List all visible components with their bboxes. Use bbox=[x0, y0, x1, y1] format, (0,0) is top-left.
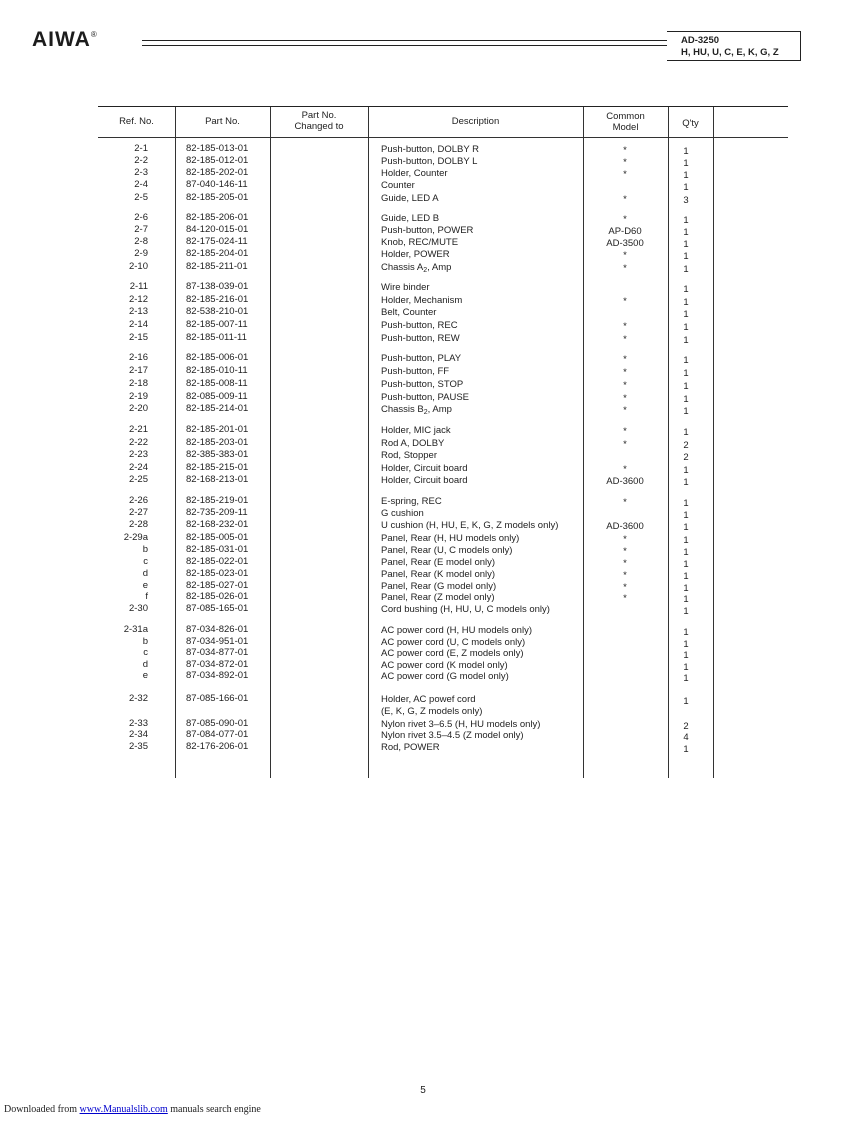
quantity: 1 bbox=[683, 227, 689, 238]
common-model: * bbox=[623, 426, 627, 437]
part-number: 87-085-090-01 bbox=[186, 718, 249, 729]
part-description: AC power cord (U, C models only) bbox=[381, 637, 526, 648]
ref-number: 2-26 bbox=[128, 495, 148, 506]
part-description: Nylon rivet 3.5–4.5 (Z model only) bbox=[381, 730, 524, 741]
ref-number: 2-10 bbox=[128, 261, 148, 272]
quantity: 1 bbox=[683, 170, 689, 181]
ref-number: 2-22 bbox=[128, 437, 148, 448]
quantity: 1 bbox=[683, 535, 689, 546]
ref-number: 2-2 bbox=[134, 155, 148, 166]
quantity: 2 bbox=[683, 452, 689, 463]
ref-number: 2-3 bbox=[134, 167, 148, 178]
ref-number: 2-18 bbox=[128, 378, 148, 389]
ref-number: 2-1 bbox=[134, 143, 148, 154]
part-description: (E, K, G, Z models only) bbox=[381, 706, 483, 717]
part-description: Holder, Circuit board bbox=[381, 475, 468, 486]
part-number: 82-185-027-01 bbox=[186, 580, 249, 591]
part-description: Belt, Counter bbox=[381, 307, 437, 318]
quantity: 1 bbox=[683, 335, 689, 346]
part-number: 82-185-203-01 bbox=[186, 437, 249, 448]
part-number: 82-185-011-11 bbox=[186, 332, 247, 343]
quantity: 1 bbox=[683, 427, 689, 438]
quantity: 1 bbox=[683, 381, 689, 392]
common-model: * bbox=[623, 263, 627, 274]
common-model: * bbox=[623, 354, 627, 365]
ref-number: 2-34 bbox=[128, 729, 148, 740]
part-number: 82-538-210-01 bbox=[186, 306, 249, 317]
common-model: * bbox=[623, 334, 627, 345]
ref-number: 2-27 bbox=[128, 507, 148, 518]
quantity: 1 bbox=[683, 650, 689, 661]
part-description: Panel, Rear (E model only) bbox=[381, 557, 496, 568]
part-number: 82-385-383-01 bbox=[186, 449, 249, 460]
part-number: 87-084-077-01 bbox=[186, 729, 249, 740]
part-number: 82-185-026-01 bbox=[186, 591, 249, 602]
part-description: AC power cord (G model only) bbox=[381, 671, 509, 682]
part-number: 82-185-204-01 bbox=[186, 248, 249, 259]
quantity: 1 bbox=[683, 158, 689, 169]
part-number: 82-185-031-01 bbox=[186, 544, 249, 555]
common-model: * bbox=[623, 546, 627, 557]
column-header-common: Common Model bbox=[606, 111, 645, 133]
quantity: 1 bbox=[683, 498, 689, 509]
quantity: 1 bbox=[683, 146, 689, 157]
part-description: Cord bushing (H, HU, U, C models only) bbox=[381, 604, 550, 615]
part-number: 82-735-209-11 bbox=[186, 507, 248, 518]
common-model: * bbox=[623, 380, 627, 391]
manualslib-link[interactable]: www.Manualslib.com bbox=[79, 1104, 168, 1115]
quantity: 1 bbox=[683, 571, 689, 582]
page-number: 5 bbox=[420, 1085, 426, 1096]
ref-number: b bbox=[142, 544, 148, 555]
quantity: 1 bbox=[683, 182, 689, 193]
part-number: 82-185-206-01 bbox=[186, 212, 249, 223]
ref-number: 2-13 bbox=[128, 306, 148, 317]
ref-number: 2-5 bbox=[134, 192, 148, 203]
ref-number: c bbox=[143, 647, 148, 658]
common-model: * bbox=[623, 439, 627, 450]
common-model: AP-D60 bbox=[608, 226, 642, 237]
quantity: 1 bbox=[683, 627, 689, 638]
part-description: Rod A, DOLBY bbox=[381, 438, 445, 449]
part-number: 82-185-013-01 bbox=[186, 143, 249, 154]
part-number: 82-185-006-01 bbox=[186, 352, 249, 363]
ref-number: 2-24 bbox=[128, 462, 148, 473]
ref-number: 2-4 bbox=[134, 179, 148, 190]
part-description: Push-button, REC bbox=[381, 320, 458, 331]
part-number: 82-185-215-01 bbox=[186, 462, 249, 473]
part-number: 87-138-039-01 bbox=[186, 281, 249, 292]
quantity: 1 bbox=[683, 264, 689, 275]
ref-number: 2-33 bbox=[128, 718, 148, 729]
part-number: 82-185-022-01 bbox=[186, 556, 249, 567]
download-footer: Downloaded from www.Manualslib.com manuals search engine bbox=[4, 1104, 261, 1115]
ref-number: 2-15 bbox=[128, 332, 148, 343]
common-model: * bbox=[623, 321, 627, 332]
ref-number: f bbox=[145, 591, 148, 602]
quantity: 2 bbox=[683, 440, 689, 451]
part-description: Panel, Rear (G model only) bbox=[381, 581, 497, 592]
part-number: 82-185-211-01 bbox=[186, 261, 248, 272]
header-rule bbox=[142, 45, 667, 46]
part-description: Chassis $B_2$, Amp bbox=[381, 404, 452, 416]
ref-number: 2-7 bbox=[134, 224, 148, 235]
ref-number: 2-29a bbox=[123, 532, 148, 543]
part-description: Panel, Rear (Z model only) bbox=[381, 592, 495, 603]
column-divider bbox=[368, 107, 369, 778]
part-description: Push-button, DOLBY L bbox=[381, 156, 478, 167]
part-number: 87-034-951-01 bbox=[186, 636, 249, 647]
ref-number: 2-28 bbox=[128, 519, 148, 530]
ref-number: b bbox=[142, 636, 148, 647]
ref-number: 2-23 bbox=[128, 449, 148, 460]
ref-number: 2-16 bbox=[128, 352, 148, 363]
part-description: Guide, LED B bbox=[381, 213, 440, 224]
ref-number: e bbox=[142, 670, 148, 681]
column-divider bbox=[713, 107, 714, 778]
part-number: 82-185-023-01 bbox=[186, 568, 249, 579]
part-number: 82-185-202-01 bbox=[186, 167, 249, 178]
ref-number: e bbox=[142, 580, 148, 591]
quantity: 1 bbox=[683, 309, 689, 320]
part-description: Knob, REC/MUTE bbox=[381, 237, 459, 248]
ref-number: c bbox=[143, 556, 148, 567]
part-description: AC power cord (K model only) bbox=[381, 660, 508, 671]
ref-number: 2-25 bbox=[128, 474, 148, 485]
ref-number: 2-11 bbox=[129, 281, 148, 292]
model-box bbox=[667, 31, 801, 61]
model-variants: H, HU, U, C, E, K, G, Z bbox=[681, 47, 779, 58]
part-description: AC power cord (E, Z models only) bbox=[381, 648, 524, 659]
ref-number: 2-6 bbox=[134, 212, 148, 223]
common-model: * bbox=[623, 367, 627, 378]
part-description: G cushion bbox=[381, 508, 424, 519]
quantity: 1 bbox=[683, 583, 689, 594]
part-description: Push-button, POWER bbox=[381, 225, 474, 236]
part-description: Push-button, PLAY bbox=[381, 353, 462, 364]
part-number: 82-175-024-11 bbox=[186, 236, 248, 247]
quantity: 1 bbox=[683, 559, 689, 570]
part-description: Holder, Circuit board bbox=[381, 463, 468, 474]
quantity: 1 bbox=[683, 510, 689, 521]
part-description: Push-button, REW bbox=[381, 333, 460, 344]
part-description: Rod, Stopper bbox=[381, 450, 437, 461]
common-model: * bbox=[623, 593, 627, 604]
part-description: Nylon rivet 3–6.5 (H, HU models only) bbox=[381, 719, 541, 730]
quantity: 1 bbox=[683, 547, 689, 558]
ref-number: 2-32 bbox=[128, 693, 148, 704]
part-number: 82-085-009-11 bbox=[186, 391, 248, 402]
part-description: U cushion (H, HU, E, K, G, Z models only) bbox=[381, 520, 559, 531]
common-model: AD-3600 bbox=[606, 521, 644, 532]
part-number: 84-120-015-01 bbox=[186, 224, 249, 235]
ref-number: 2-17 bbox=[128, 365, 148, 376]
ref-number: 2-9 bbox=[134, 248, 148, 259]
column-divider bbox=[668, 107, 669, 778]
common-model: * bbox=[623, 250, 627, 261]
quantity: 1 bbox=[683, 477, 689, 488]
common-model: AD-3500 bbox=[606, 238, 644, 249]
part-description: Panel, Rear (U, C models only) bbox=[381, 545, 513, 556]
common-model: * bbox=[623, 296, 627, 307]
part-description: Push-button, STOP bbox=[381, 379, 464, 390]
part-description: Wire binder bbox=[381, 282, 430, 293]
model-number: AD-3250 bbox=[681, 35, 720, 46]
common-model: * bbox=[623, 393, 627, 404]
part-description: Holder, POWER bbox=[381, 249, 450, 260]
common-model: * bbox=[623, 169, 627, 180]
common-model: * bbox=[623, 558, 627, 569]
ref-number: 2-31a bbox=[123, 624, 148, 635]
ref-number: 2-19 bbox=[128, 391, 148, 402]
quantity: 1 bbox=[683, 355, 689, 366]
ref-number: 2-30 bbox=[128, 603, 148, 614]
column-header-changed: Part No. Changed to bbox=[294, 110, 344, 132]
part-description: Panel, Rear (K model only) bbox=[381, 569, 496, 580]
part-number: 82-185-008-11 bbox=[186, 378, 248, 389]
part-number: 82-185-219-01 bbox=[186, 495, 249, 506]
part-description: Push-button, PAUSE bbox=[381, 392, 470, 403]
part-number: 87-034-826-01 bbox=[186, 624, 249, 635]
quantity: 3 bbox=[683, 195, 689, 206]
part-number: 87-040-146-11 bbox=[186, 179, 248, 190]
part-description: Panel, Rear (H, HU models only) bbox=[381, 533, 520, 544]
header-rule bbox=[142, 40, 667, 41]
part-number: 82-168-232-01 bbox=[186, 519, 249, 530]
quantity: 4 bbox=[683, 732, 689, 743]
part-description: Chassis $A_2$, Amp bbox=[381, 262, 452, 274]
part-number: 87-034-877-01 bbox=[186, 647, 249, 658]
quantity: 1 bbox=[683, 368, 689, 379]
part-number: 82-185-214-01 bbox=[186, 403, 249, 414]
quantity: 1 bbox=[683, 522, 689, 533]
part-number: 82-185-012-01 bbox=[186, 155, 249, 166]
part-number: 82-176-206-01 bbox=[186, 741, 249, 752]
ref-number: 2-20 bbox=[128, 403, 148, 414]
common-model: AD-3600 bbox=[606, 476, 644, 487]
common-model: * bbox=[623, 214, 627, 225]
part-description: Push-button, FF bbox=[381, 366, 450, 377]
quantity: 1 bbox=[683, 662, 689, 673]
part-description: Holder, Mechanism bbox=[381, 295, 463, 306]
quantity: 1 bbox=[683, 744, 689, 755]
part-number: 82-185-205-01 bbox=[186, 192, 249, 203]
column-header-qty: Q'ty bbox=[682, 118, 699, 129]
column-header-ref: Ref. No. bbox=[119, 116, 154, 127]
quantity: 1 bbox=[683, 673, 689, 684]
column-header-desc: Description bbox=[451, 116, 500, 127]
quantity: 1 bbox=[683, 284, 689, 295]
part-description: Counter bbox=[381, 180, 415, 191]
column-divider bbox=[175, 107, 176, 778]
common-model: * bbox=[623, 534, 627, 545]
quantity: 1 bbox=[683, 251, 689, 262]
column-divider bbox=[270, 107, 271, 778]
quantity: 1 bbox=[683, 594, 689, 605]
part-number: 87-085-166-01 bbox=[186, 693, 249, 704]
table-top-rule bbox=[98, 106, 788, 107]
part-description: E-spring, REC bbox=[381, 496, 442, 507]
part-number: 82-185-201-01 bbox=[186, 424, 249, 435]
ref-number: d bbox=[142, 568, 148, 579]
part-number: 87-085-165-01 bbox=[186, 603, 249, 614]
quantity: 1 bbox=[683, 215, 689, 226]
quantity: 2 bbox=[683, 721, 689, 732]
part-description: Holder, AC powef cord bbox=[381, 694, 476, 705]
part-number: 82-185-010-11 bbox=[186, 365, 248, 376]
common-model: * bbox=[623, 570, 627, 581]
common-model: * bbox=[623, 464, 627, 475]
ref-number: 2-21 bbox=[128, 424, 148, 435]
part-number: 82-168-213-01 bbox=[186, 474, 249, 485]
quantity: 1 bbox=[683, 606, 689, 617]
common-model: * bbox=[623, 582, 627, 593]
ref-number: 2-8 bbox=[134, 236, 148, 247]
ref-number: 2-35 bbox=[128, 741, 148, 752]
quantity: 1 bbox=[683, 322, 689, 333]
ref-number: 2-12 bbox=[128, 294, 148, 305]
quantity: 1 bbox=[683, 239, 689, 250]
part-number: 87-034-872-01 bbox=[186, 659, 249, 670]
part-number: 87-034-892-01 bbox=[186, 670, 249, 681]
part-description: Push-button, DOLBY R bbox=[381, 144, 480, 155]
part-description: Holder, Counter bbox=[381, 168, 448, 179]
quantity: 1 bbox=[683, 639, 689, 650]
common-model: * bbox=[623, 405, 627, 416]
quantity: 1 bbox=[683, 406, 689, 417]
part-description: Holder, MIC jack bbox=[381, 425, 451, 436]
common-model: * bbox=[623, 194, 627, 205]
common-model: * bbox=[623, 145, 627, 156]
part-number: 82-185-007-11 bbox=[186, 319, 248, 330]
common-model: * bbox=[623, 497, 627, 508]
ref-number: 2-14 bbox=[128, 319, 148, 330]
quantity: 1 bbox=[683, 394, 689, 405]
part-description: Guide, LED A bbox=[381, 193, 439, 204]
quantity: 1 bbox=[683, 696, 689, 707]
aiwa-logo: AIWA® bbox=[32, 28, 98, 51]
part-description: Rod, POWER bbox=[381, 742, 440, 753]
part-number: 82-185-216-01 bbox=[186, 294, 249, 305]
quantity: 1 bbox=[683, 297, 689, 308]
part-number: 82-185-005-01 bbox=[186, 532, 249, 543]
part-description: AC power cord (H, HU models only) bbox=[381, 625, 532, 636]
ref-number: d bbox=[142, 659, 148, 670]
table-header-rule bbox=[98, 137, 788, 138]
column-header-part: Part No. bbox=[205, 116, 240, 127]
quantity: 1 bbox=[683, 465, 689, 476]
common-model: * bbox=[623, 157, 627, 168]
